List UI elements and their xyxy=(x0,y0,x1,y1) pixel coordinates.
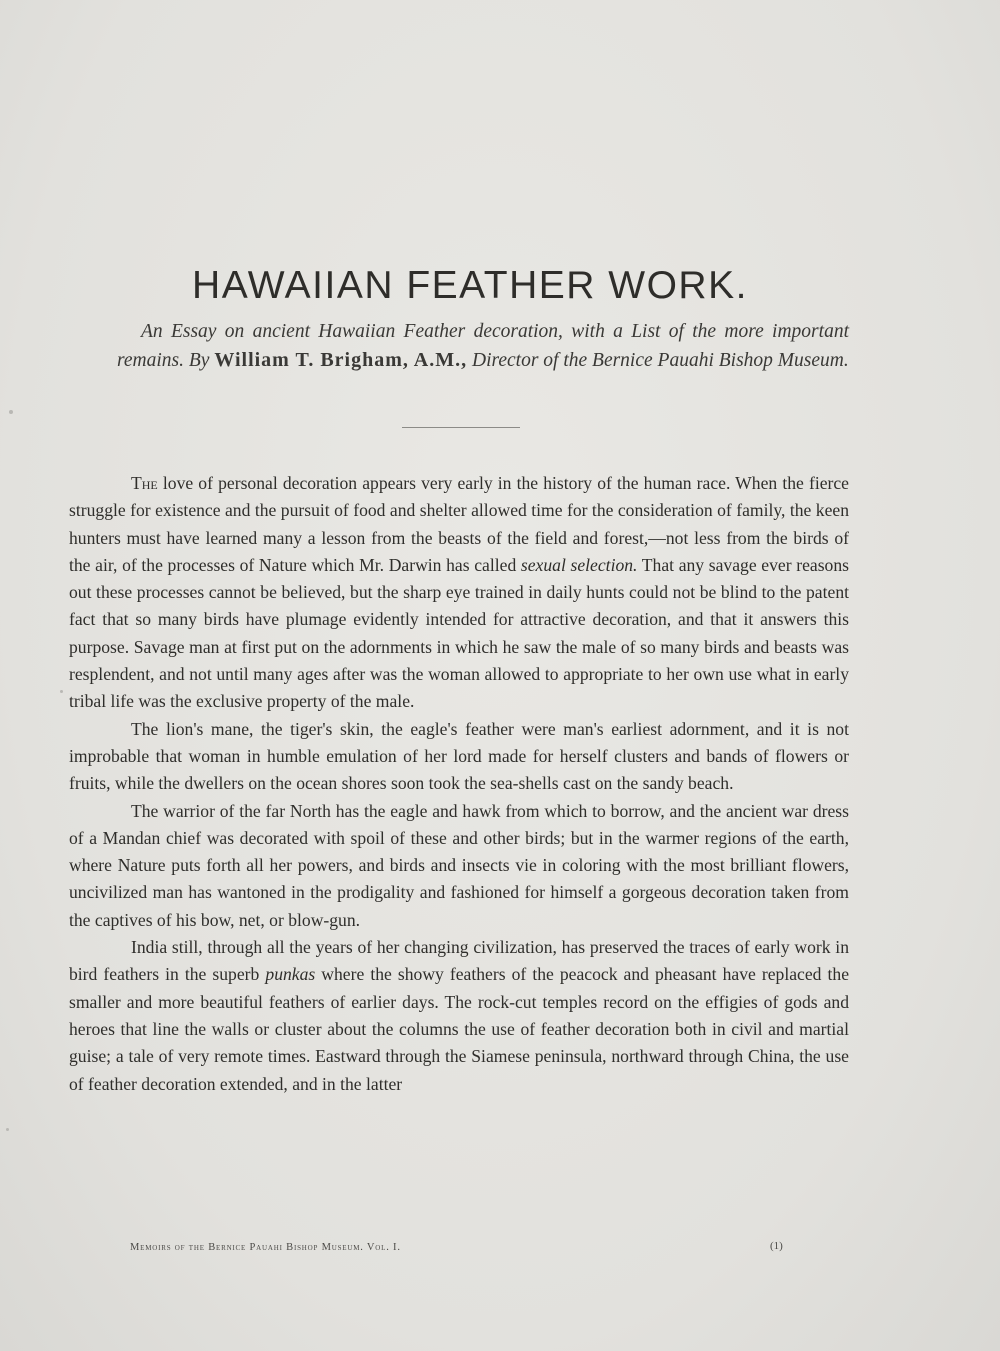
paper-speck xyxy=(6,1128,9,1131)
author-affiliation: Director of the Bernice Pauahi Bishop Museum. xyxy=(471,350,849,371)
paper-speck xyxy=(60,690,63,693)
paragraph-1-text-b: That any savage ever reasons out these processes cannot be believed, but the sharp eye trained in daily hunts could not be blind to the patent fact that so many birds have plumage evidently intended for attractive decoration, and that it answers this purpose. Savage man at first put on the adornments in which he saw the male of so many birds and beasts was resplendent, and not until many ages after was the woman allowed to appropriate to her own use what in early tribal life was the exclusive property of the male. xyxy=(69,554,849,712)
series-footer: Memoirs of the Bernice Pauahi Bishop Museum. Vol. I. xyxy=(130,1242,401,1253)
paragraph-4-text-a: India still, through all the years of her changing civilization, has preserved the traces of early work in bird feathers in the superb xyxy=(69,937,849,985)
paragraph-2: The lion's mane, the tiger's skin, the eagle's feather were man's earliest adornment, and it is not improbable that woman in humble emulation of her lord made for herself clusters and bands of flowers or fruits, while the dwellers on the ocean shores soon took the sea-shells cast on the sandy beach. xyxy=(69,718,849,794)
paragraph-3: The warrior of the far North has the eagle and hawk from which to borrow, and the ancient war dress of a Mandan chief was decorated with spoil of these and other birds; but in the warmer regions of the earth, where Nature puts forth all her powers, and birds and insects vie in coloring with the most brilliant flowers, uncivilized man has wantoned in the prodigality and fashioned for himself a gorgeous decoration taken from the captives of his bow, net, or blow-gun. xyxy=(69,800,849,930)
subtitle-intro: An Essay on ancient Hawaiian Feather decoration, with a List of the more important remains. xyxy=(117,321,849,371)
paragraph-4-text-b: where the showy feathers of the peacock and pheasant have replaced the smaller and more beautiful feathers of earlier days. The rock-cut temples record on the effigies of gods and heroes that line the walls or cluster about the columns the use of feather decoration both in civil and martial guise; a tale of very remote times. Eastward through the Siamese peninsula, northward through China, the use of feather decoration extended, and in the latter xyxy=(69,964,850,1094)
essay-body xyxy=(69,470,849,1098)
paragraph-4-emphasis: punkas xyxy=(265,964,316,985)
section-divider xyxy=(402,427,520,428)
paragraph-1-emphasis: sexual selection. xyxy=(520,554,638,575)
essay-subtitle xyxy=(117,318,849,375)
paragraph-1 xyxy=(69,470,849,716)
page-title: HAWAIIAN FEATHER WORK. xyxy=(192,264,748,308)
page-number: (1) xyxy=(770,1240,783,1252)
paragraph-1-text-a: love of personal decoration appears very early in the history of the human race. When the fierce struggle for existence and the pursuit of food and shelter allowed time for the consideration of family, the keen hunters must have learned many a lesson from the beasts of the field and forest,—not less from the birds of the air, of the processes of Nature which Mr. Darwin has called xyxy=(69,473,849,575)
lead-in-caps: The xyxy=(131,473,158,493)
paragraph-4 xyxy=(69,934,849,1098)
subtitle-by: By xyxy=(188,350,210,371)
paper-speck xyxy=(9,410,13,414)
author-name: William T. Brigham, A.M., xyxy=(214,349,468,371)
